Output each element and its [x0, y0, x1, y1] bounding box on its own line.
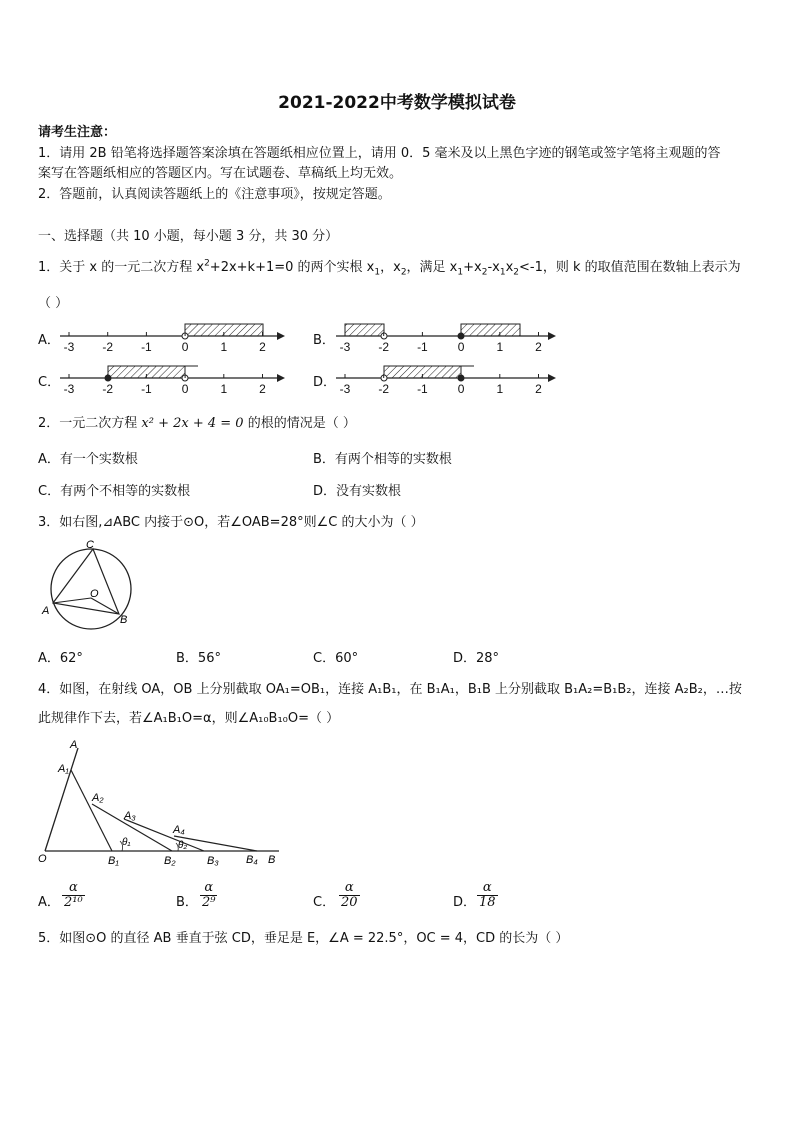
q4-option-b-fraction: $\frac{\alpha}{\text{2⁹}}$ [202, 880, 216, 910]
q1-option-d-label: D． [313, 375, 337, 390]
q4-label-A4: A₄ [173, 824, 185, 836]
tick-label-c: -3 [63, 382, 75, 396]
number-line-b [336, 324, 556, 340]
number-line-d [336, 366, 556, 382]
q3-label-a: A [42, 605, 50, 617]
q4-ray-figure [36, 735, 286, 870]
tick-label-a: 1 [220, 340, 228, 354]
question-2-text: 2．一元二次方程 x² + 2x + 4 = 0 的根的情况是（ ） [38, 416, 356, 431]
q2-option-c: C．有两个不相等的实数根 [38, 484, 191, 499]
tick-label-d: -2 [378, 382, 390, 396]
number-line-c [60, 366, 285, 382]
q4-label-A2: A₂ [92, 792, 104, 804]
tick-label-b: -2 [378, 340, 390, 354]
q4-label-A3: A₃ [124, 810, 136, 822]
q3-option-a: A．62° [38, 651, 83, 666]
q3-option-b: B．56° [176, 651, 221, 666]
question-4-line-1: 4．如图，在射线 OA，OB 上分别截取 OA₁=OB₁，连接 A₁B₁，在 B₁A₁，B₁B 上分别截取 B₁A₂=B₁B₂，连接 A₂B₂，…按 [38, 682, 742, 697]
tick-label-a: 2 [259, 340, 266, 354]
q1-number-lines [0, 310, 794, 400]
q2-option-a: A．有一个实数根 [38, 452, 138, 467]
q3-label-b: B [120, 614, 128, 626]
notice-heading: 请考生注意： [38, 125, 117, 140]
q4-label-B: B [268, 854, 276, 866]
question-1-paren: （ ） [38, 296, 69, 311]
page-title: 2021-2022中考数学模拟试卷 [278, 93, 516, 113]
question-5-text: 5．如图⊙O 的直径 AB 垂直于弦 CD，垂足是 E，∠A = 22.5°，OC = 4，CD 的长为（ ） [38, 931, 569, 946]
q2-equation: x² + 2x + 4 = 0 [141, 416, 244, 431]
tick-label-c: -2 [102, 382, 114, 396]
tick-label-a: -3 [63, 340, 75, 354]
notice-line-3: 2．答题前，认真阅读答题纸上的《注意事项》，按规定答题。 [38, 187, 391, 202]
tick-label-d: 2 [535, 382, 542, 396]
q4-label-A: A [70, 739, 78, 751]
q4-option-d-fraction: $\frac{\alpha}{18}$ [479, 880, 496, 910]
q3-option-d: D．28° [453, 651, 500, 666]
tick-label-a: -1 [141, 340, 152, 354]
q4-option-c-fraction: $\frac{\alpha}{20}$ [341, 880, 358, 910]
q4-option-a-label: A． [38, 895, 60, 910]
number-line-a [60, 324, 285, 340]
tick-label-d: 0 [457, 382, 465, 396]
notice-line-1: 1．请用 2B 铅笔将选择题答案涂填在答题纸相应位置上，请用 0．5 毫米及以上黑色字迹的钢笔或签字笔将主观题的答 [38, 146, 721, 161]
tick-label-b: 1 [496, 340, 504, 354]
tick-label-b: -3 [339, 340, 351, 354]
tick-label-d: 1 [496, 382, 504, 396]
question-1-text: 1．关于 x 的一元二次方程 $x^2+2x+k+1=0$ 的两个实根 $x_1$，$x_2$，满足 $x_1+x_2-x_1x_2<-1$，则 k 的取值范围在数轴上表示为 [38, 258, 741, 278]
q4-option-c-label: C． [313, 895, 336, 910]
q1-option-a-label: A． [38, 333, 60, 348]
q3-label-o: O [90, 588, 99, 600]
q3-circle-figure [36, 535, 146, 631]
tick-label-c: 2 [259, 382, 266, 396]
q4-label-theta1: θ₁ [122, 837, 131, 848]
q4-label-B2: B₂ [164, 855, 176, 867]
q4-label-B1: B₁ [108, 855, 119, 867]
q4-label-A1: A₁ [58, 763, 69, 775]
q2-option-b: B．有两个相等的实数根 [313, 452, 452, 467]
q4-option-a-fraction: $\frac{\alpha}{\text{2¹⁰}}$ [64, 880, 83, 910]
tick-label-c: 0 [181, 382, 189, 396]
question-4-line-2: 此规律作下去，若∠A₁B₁O=α，则∠A₁₀B₁₀O=（ ） [38, 711, 340, 726]
section-heading: 一、选择题（共 10 小题，每小题 3 分，共 30 分） [38, 229, 339, 244]
tick-label-b: 0 [457, 340, 465, 354]
tick-label-b: -1 [417, 340, 428, 354]
tick-label-d: -1 [417, 382, 428, 396]
q4-option-b-label: B． [176, 895, 198, 910]
tick-label-c: 1 [220, 382, 228, 396]
q4-label-O: O [38, 853, 47, 865]
q2-option-d: D．没有实数根 [313, 484, 402, 499]
question-3-text: 3．如右图,⊿ABC 内接于⊙O，若∠OAB=28°则∠C 的大小为（ ） [38, 515, 424, 530]
notice-line-2: 案写在答题纸相应的答题区内。写在试题卷、草稿纸上均无效。 [38, 166, 403, 181]
tick-label-a: -2 [102, 340, 114, 354]
tick-label-c: -1 [141, 382, 152, 396]
q3-label-c: C [86, 539, 94, 551]
tick-label-a: 0 [181, 340, 189, 354]
q4-label-B4: B₄ [246, 854, 258, 866]
q3-option-c: C．60° [313, 651, 359, 666]
tick-label-d: -3 [339, 382, 351, 396]
q1-option-c-label: C． [38, 375, 61, 390]
q4-option-d-label: D． [453, 895, 477, 910]
q1-option-b-label: B． [313, 333, 335, 348]
q4-label-B3: B₃ [207, 855, 219, 867]
tick-label-b: 2 [535, 340, 542, 354]
q4-label-theta2: θ₂ [178, 840, 188, 851]
